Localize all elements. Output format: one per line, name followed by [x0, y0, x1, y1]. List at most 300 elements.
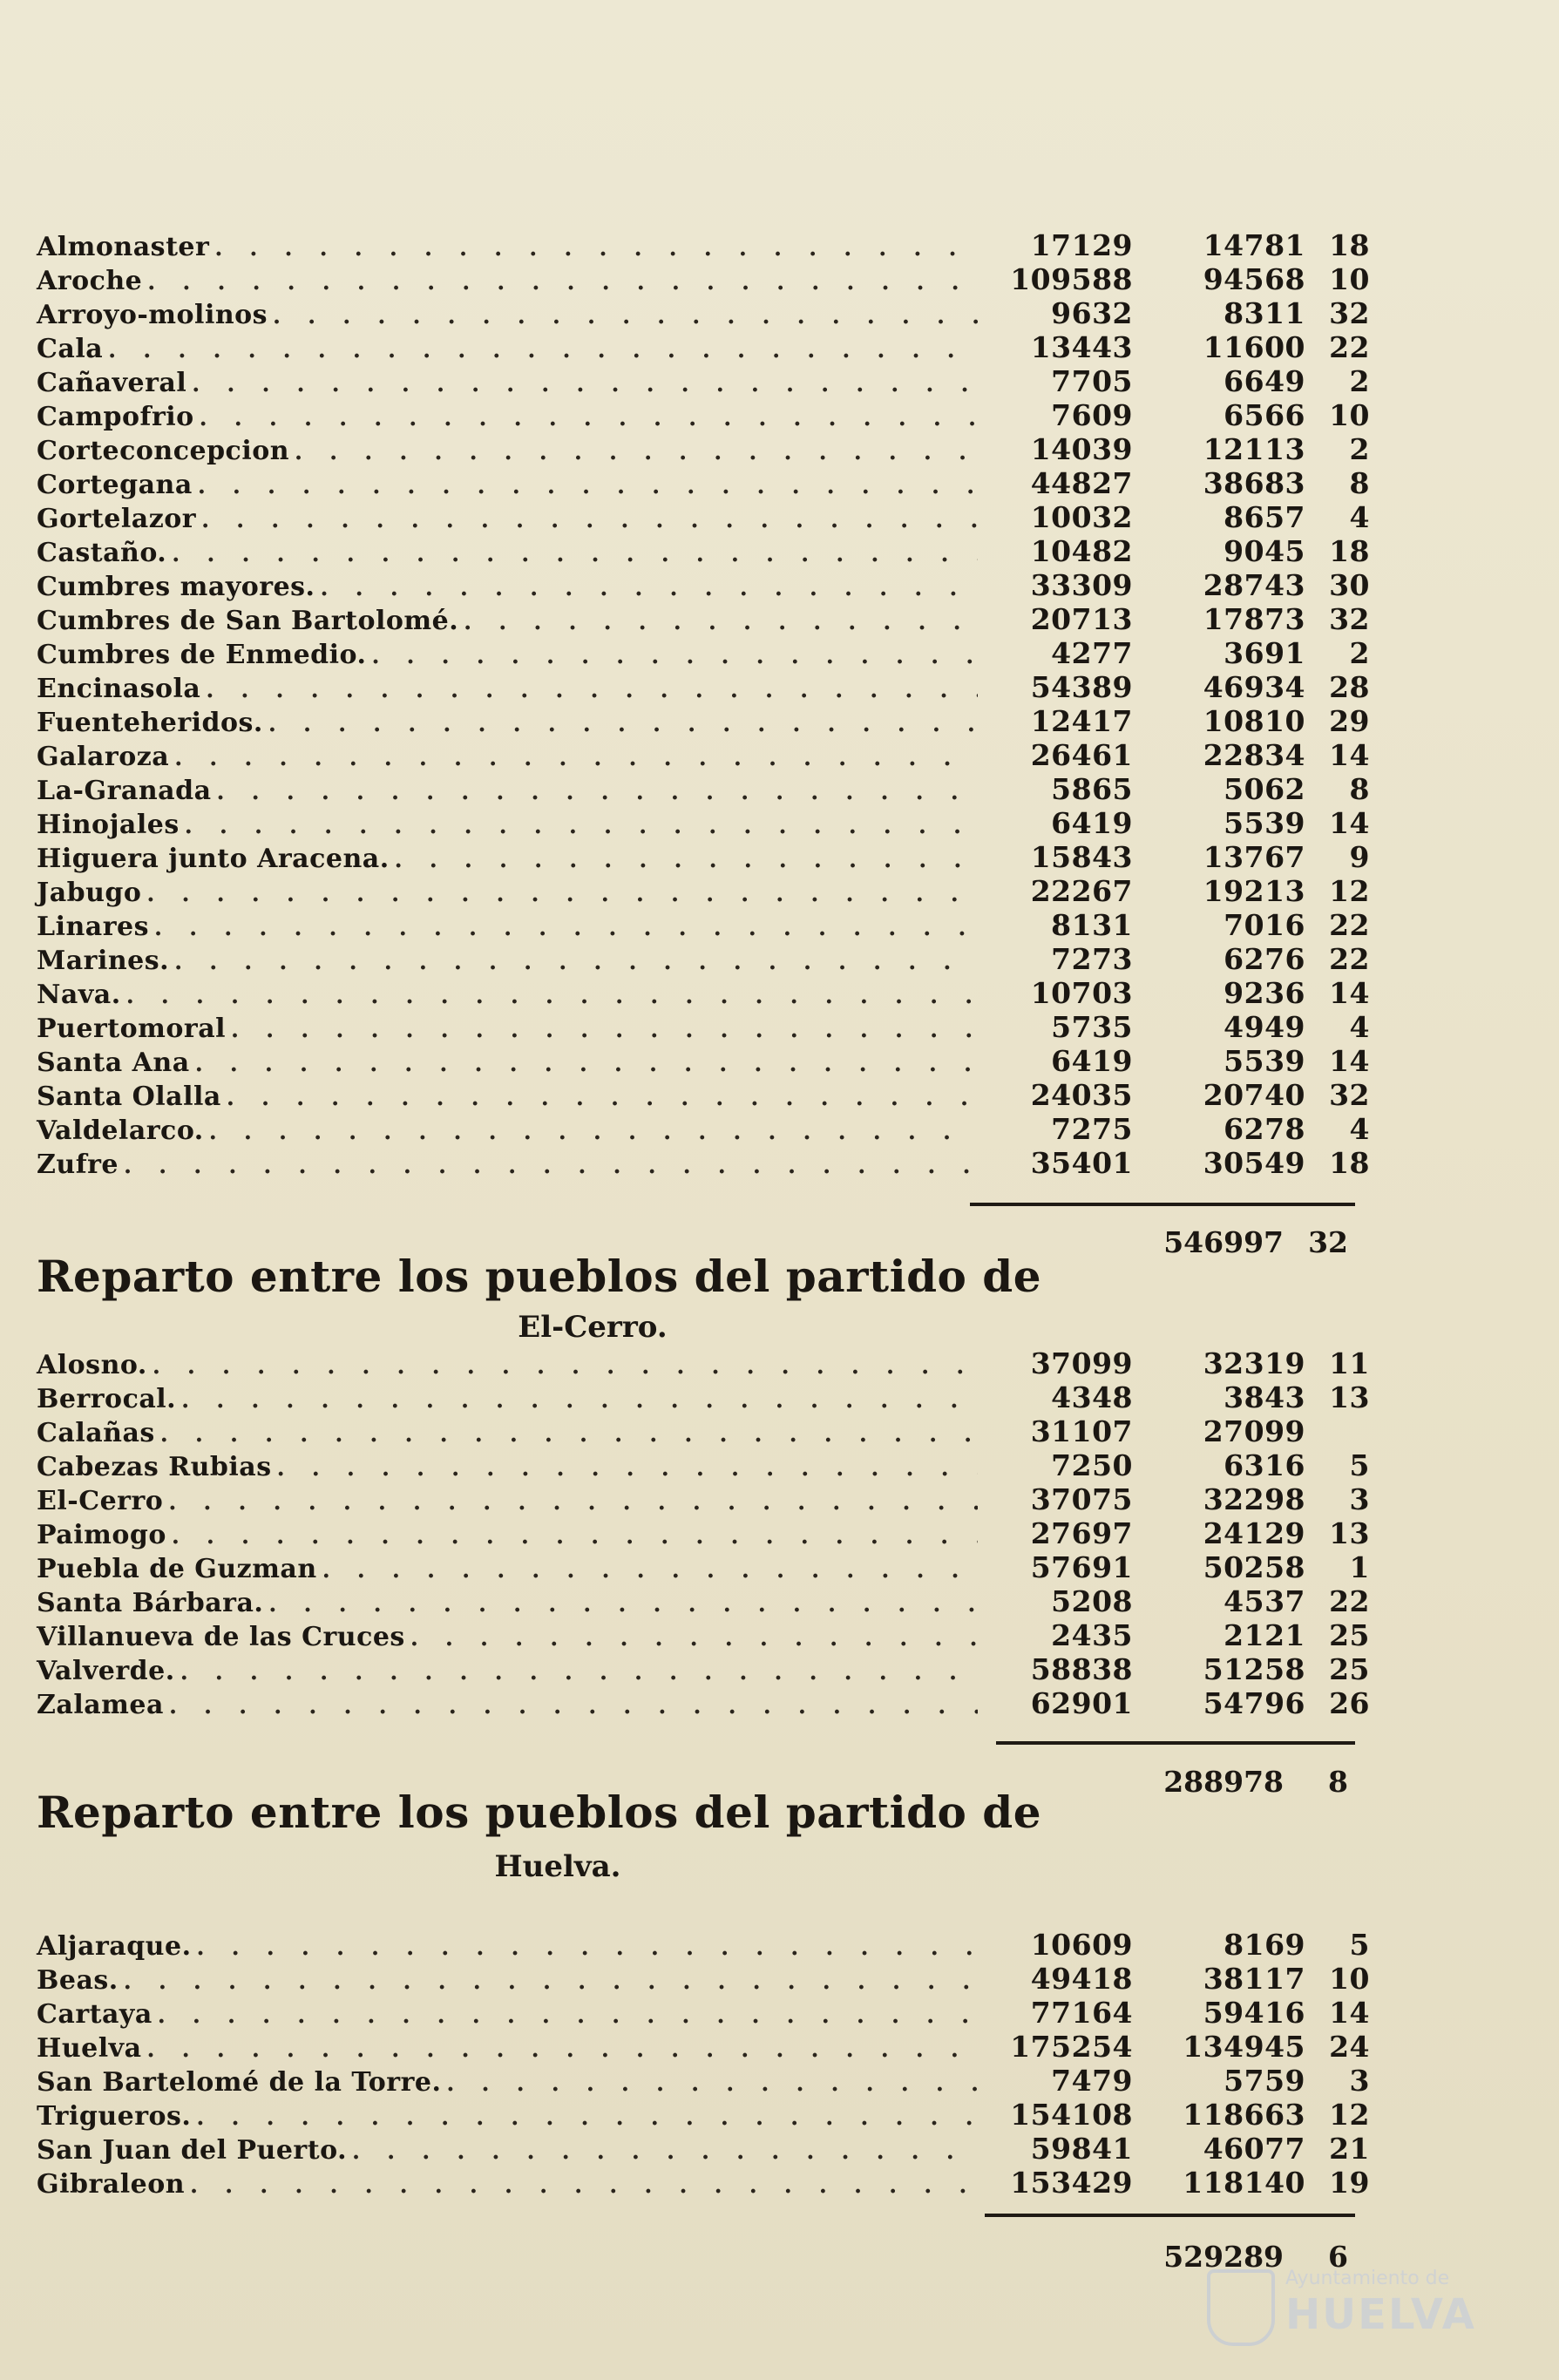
leader-dots	[172, 541, 978, 567]
leader-dots	[174, 745, 978, 771]
town-name: Galaroza	[37, 742, 170, 772]
amount-second: 3691	[1223, 636, 1305, 670]
section-heading: Reparto entre los pueblos del partido de	[37, 1251, 1042, 1302]
leader-dots	[192, 371, 978, 397]
table-row	[37, 738, 1370, 772]
amount-second: 46934	[1203, 670, 1305, 704]
amount-first: 4348	[1051, 1380, 1133, 1414]
leader-dots	[185, 813, 978, 839]
table-row	[37, 1962, 1370, 1996]
table-row	[37, 364, 1370, 398]
total-rule	[996, 1741, 1355, 1745]
amount-second: 6566	[1223, 398, 1305, 432]
amount-units: 28	[1329, 670, 1370, 704]
amount-first: 27697	[1030, 1516, 1133, 1550]
amount-first: 7609	[1051, 398, 1133, 432]
total-units: 32	[1308, 1225, 1348, 1259]
total-rule	[970, 1203, 1355, 1206]
table-section-huelva	[37, 1928, 1370, 2200]
leader-dots	[320, 575, 978, 601]
amount-units: 11	[1329, 1346, 1370, 1380]
amount-second: 24129	[1203, 1516, 1305, 1550]
amount-first: 153429	[1010, 2166, 1133, 2200]
amount-units: 4	[1349, 500, 1370, 534]
amount-second: 5759	[1223, 2064, 1305, 2098]
amount-first: 7479	[1051, 2064, 1133, 2098]
town-name: Higuera junto Aracena.	[37, 844, 390, 874]
leader-dots	[147, 269, 978, 295]
amount-second: 12113	[1203, 432, 1305, 466]
table-row	[37, 1482, 1370, 1516]
leader-dots	[201, 507, 978, 533]
amount-second: 3843	[1223, 1380, 1305, 1414]
leader-dots	[200, 405, 978, 431]
table-row	[37, 2064, 1370, 2098]
amount-second: 46077	[1203, 2132, 1305, 2166]
town-name: Puebla de Guzman	[37, 1554, 317, 1584]
town-name: Cumbres de Enmedio.	[37, 640, 367, 670]
table-row	[37, 704, 1370, 738]
town-name: Jabugo	[37, 878, 142, 908]
table-row	[37, 1414, 1370, 1448]
amount-first: 10032	[1030, 500, 1133, 534]
amount-second: 38683	[1203, 466, 1305, 500]
amount-first: 77164	[1030, 1996, 1133, 2030]
table-row	[37, 1380, 1370, 1414]
town-name: Arroyo-molinos	[37, 300, 268, 330]
table-row	[37, 1044, 1370, 1078]
amount-units: 3	[1349, 2064, 1370, 2098]
town-name: La-Granada	[37, 776, 212, 806]
town-name: Gibraleon	[37, 2169, 186, 2200]
table-row	[37, 398, 1370, 432]
amount-units: 18	[1329, 1146, 1370, 1180]
leader-dots	[160, 1421, 978, 1448]
amount-units: 14	[1329, 806, 1370, 840]
town-name: Cabezas Rubias	[37, 1452, 272, 1482]
amount-first: 5208	[1051, 1584, 1133, 1618]
amount-second: 6316	[1223, 1448, 1305, 1482]
amount-first: 10609	[1030, 1928, 1133, 1962]
table-row	[37, 602, 1370, 636]
town-name: Valverde.	[37, 1656, 175, 1686]
amount-units: 12	[1329, 874, 1370, 908]
table-row	[37, 1448, 1370, 1482]
leader-dots	[195, 1051, 978, 1077]
amount-units: 24	[1329, 2030, 1370, 2064]
total-value: 546997	[1163, 1225, 1284, 1259]
watermark-top: Ayuntamiento de	[1285, 2268, 1450, 2289]
amount-second: 5062	[1223, 772, 1305, 806]
table-row	[37, 1078, 1370, 1112]
leader-dots	[322, 1557, 978, 1583]
town-name: Cortegana	[37, 470, 193, 500]
amount-second: 8311	[1223, 296, 1305, 330]
town-name: Cala	[37, 334, 104, 364]
amount-second: 134945	[1183, 2030, 1305, 2064]
amount-first: 17129	[1030, 228, 1133, 262]
amount-units: 4	[1349, 1010, 1370, 1044]
amount-units: 32	[1329, 296, 1370, 330]
amount-second: 27099	[1203, 1414, 1305, 1448]
table-row	[37, 432, 1370, 466]
table-row	[37, 670, 1370, 704]
amount-units: 13	[1329, 1516, 1370, 1550]
table-row	[37, 2132, 1370, 2166]
leader-dots	[214, 235, 978, 261]
amount-first: 22267	[1030, 874, 1133, 908]
leader-dots	[126, 983, 978, 1009]
amount-second: 5539	[1223, 806, 1305, 840]
leader-dots	[231, 1017, 978, 1043]
leader-dots	[395, 847, 978, 873]
amount-first: 9632	[1051, 296, 1133, 330]
amount-second: 9236	[1223, 976, 1305, 1010]
town-name: Aroche	[37, 266, 143, 296]
leader-dots	[172, 1523, 978, 1549]
amount-second: 8169	[1223, 1928, 1305, 1962]
town-name: Campofrio	[37, 402, 194, 432]
table-row	[37, 534, 1370, 568]
town-name: Gortelazor	[37, 504, 197, 534]
leader-dots	[446, 2071, 978, 2097]
town-name: Calañas	[37, 1418, 155, 1448]
amount-second: 32298	[1203, 1482, 1305, 1516]
amount-first: 57691	[1030, 1550, 1133, 1584]
amount-units: 21	[1329, 2132, 1370, 2166]
town-name: Huelva	[37, 2033, 142, 2064]
table-row	[37, 1010, 1370, 1044]
amount-units: 26	[1329, 1686, 1370, 1720]
amount-second: 9045	[1223, 534, 1305, 568]
amount-units: 18	[1329, 228, 1370, 262]
amount-second: 4537	[1223, 1584, 1305, 1618]
amount-first: 33309	[1030, 568, 1133, 602]
amount-second: 2121	[1223, 1618, 1305, 1652]
leader-dots	[197, 1935, 978, 1961]
amount-second: 13767	[1203, 840, 1305, 874]
town-name: Aljaraque.	[37, 1931, 192, 1962]
town-name: Santa Ana	[37, 1048, 190, 1078]
town-name: Valdelarco.	[37, 1115, 204, 1146]
town-name: Marines.	[37, 946, 170, 976]
town-name: Encinasola	[37, 674, 201, 704]
amount-second: 14781	[1203, 228, 1305, 262]
leader-dots	[206, 677, 978, 703]
amount-first: 5735	[1051, 1010, 1133, 1044]
amount-second: 6278	[1223, 1112, 1305, 1146]
amount-units: 9	[1349, 840, 1370, 874]
table-row	[37, 466, 1370, 500]
total-row-section2	[1111, 1765, 1348, 1799]
amount-first: 49418	[1030, 1962, 1133, 1996]
table-row	[37, 330, 1370, 364]
amount-units: 14	[1329, 1996, 1370, 2030]
leader-dots	[196, 2105, 978, 2131]
amount-second: 20740	[1203, 1078, 1305, 1112]
amount-second: 11600	[1203, 330, 1305, 364]
amount-units: 30	[1329, 568, 1370, 602]
town-name: Zufre	[37, 1149, 119, 1180]
amount-first: 14039	[1030, 432, 1133, 466]
town-name: San Bartelomé de la Torre.	[37, 2067, 442, 2098]
amount-second: 54796	[1203, 1686, 1305, 1720]
town-name: Linares	[37, 912, 150, 942]
table-row	[37, 262, 1370, 296]
amount-first: 8131	[1051, 908, 1133, 942]
total-row-section1	[1111, 1225, 1348, 1259]
leader-dots	[273, 303, 978, 329]
amount-units: 12	[1329, 2098, 1370, 2132]
amount-units: 10	[1329, 1962, 1370, 1996]
amount-units: 4	[1349, 1112, 1370, 1146]
amount-second: 22834	[1203, 738, 1305, 772]
town-name: Santa Bárbara.	[37, 1588, 264, 1618]
amount-units: 22	[1329, 1584, 1370, 1618]
amount-units: 14	[1329, 738, 1370, 772]
amount-first: 26461	[1030, 738, 1133, 772]
town-name: Cañaveral	[37, 368, 187, 398]
leader-dots	[181, 1387, 978, 1414]
table-row	[37, 1550, 1370, 1584]
amount-first: 175254	[1010, 2030, 1133, 2064]
total-units: 6	[1328, 2240, 1348, 2274]
amount-units: 19	[1329, 2166, 1370, 2200]
amount-units: 14	[1329, 1044, 1370, 1078]
table-row	[37, 874, 1370, 908]
amount-units: 32	[1329, 1078, 1370, 1112]
leader-dots	[180, 1659, 978, 1685]
amount-units: 22	[1329, 330, 1370, 364]
archive-watermark	[1207, 2266, 1503, 2344]
leader-dots	[168, 1489, 978, 1515]
amount-second: 38117	[1203, 1962, 1305, 1996]
amount-first: 7705	[1051, 364, 1133, 398]
amount-units: 29	[1329, 704, 1370, 738]
table-row	[37, 840, 1370, 874]
amount-first: 10703	[1030, 976, 1133, 1010]
amount-first: 54389	[1030, 670, 1133, 704]
town-name: Beas.	[37, 1965, 119, 1996]
section-subheading: Huelva.	[494, 1849, 621, 1884]
town-name: San Juan del Puerto.	[37, 2135, 348, 2166]
total-value: 529289	[1163, 2240, 1284, 2274]
leader-dots	[154, 915, 978, 941]
town-name: Zalamea	[37, 1690, 164, 1720]
leader-dots	[464, 609, 978, 635]
table-row	[37, 1584, 1370, 1618]
amount-second: 5539	[1223, 1044, 1305, 1078]
amount-first: 2435	[1051, 1618, 1133, 1652]
amount-second: 51258	[1203, 1652, 1305, 1686]
town-name: Almonaster	[37, 232, 210, 262]
amount-second: 4949	[1223, 1010, 1305, 1044]
table-row	[37, 500, 1370, 534]
leader-dots	[209, 1119, 978, 1145]
table-row	[37, 1112, 1370, 1146]
town-name: Villanueva de las Cruces	[37, 1622, 405, 1652]
leader-dots	[158, 2003, 978, 2029]
table-row	[37, 2098, 1370, 2132]
town-name: Fuenteheridos.	[37, 708, 263, 738]
table-row	[37, 2030, 1370, 2064]
table-row	[37, 2166, 1370, 2200]
amount-first: 10482	[1030, 534, 1133, 568]
town-name: Cumbres de San Bartolomé.	[37, 606, 459, 636]
leader-dots	[153, 1353, 978, 1380]
amount-units: 25	[1329, 1618, 1370, 1652]
leader-dots	[190, 2173, 978, 2199]
leader-dots	[198, 473, 978, 499]
table-row	[37, 976, 1370, 1010]
amount-second: 19213	[1203, 874, 1305, 908]
amount-second: 6649	[1223, 364, 1305, 398]
table-row	[37, 1516, 1370, 1550]
table-row	[37, 1346, 1370, 1380]
amount-first: 109588	[1010, 262, 1133, 296]
watermark-main: HUELVA	[1285, 2290, 1476, 2339]
leader-dots	[108, 337, 978, 363]
amount-units: 1	[1349, 1550, 1370, 1584]
table-section-aracena	[37, 228, 1370, 1180]
amount-units: 8	[1349, 772, 1370, 806]
town-name: El-Cerro	[37, 1486, 164, 1516]
amount-units: 10	[1329, 262, 1370, 296]
leader-dots	[352, 2139, 978, 2165]
leader-dots	[147, 2037, 978, 2063]
leader-dots	[217, 779, 978, 805]
town-name: Paimogo	[37, 1520, 166, 1550]
town-name: Corteconcepcion	[37, 436, 290, 466]
table-row	[37, 636, 1370, 670]
amount-units: 2	[1349, 432, 1370, 466]
amount-first: 12417	[1030, 704, 1133, 738]
amount-second: 118663	[1183, 2098, 1305, 2132]
section-subheading: El-Cerro.	[518, 1310, 668, 1345]
table-row	[37, 1928, 1370, 1962]
amount-first: 7250	[1051, 1448, 1133, 1482]
town-name: Puertomoral	[37, 1014, 227, 1044]
amount-first: 35401	[1030, 1146, 1133, 1180]
leader-dots	[146, 881, 978, 907]
amount-second: 17873	[1203, 602, 1305, 636]
amount-units: 2	[1349, 636, 1370, 670]
amount-units: 25	[1329, 1652, 1370, 1686]
amount-first: 7275	[1051, 1112, 1133, 1146]
total-units: 8	[1328, 1765, 1348, 1799]
leader-dots	[268, 711, 978, 737]
table-row	[37, 806, 1370, 840]
amount-units: 8	[1349, 466, 1370, 500]
table-row	[37, 1686, 1370, 1720]
table-row	[37, 908, 1370, 942]
amount-second: 28743	[1203, 568, 1305, 602]
amount-second: 10810	[1203, 704, 1305, 738]
coat-of-arms-icon	[1207, 2269, 1275, 2346]
leader-dots	[268, 1591, 978, 1617]
table-row	[37, 228, 1370, 262]
amount-second: 30549	[1203, 1146, 1305, 1180]
leader-dots	[227, 1085, 978, 1111]
amount-first: 6419	[1051, 806, 1133, 840]
amount-units: 14	[1329, 976, 1370, 1010]
leader-dots	[174, 949, 978, 975]
table-section-el-cerro	[37, 1346, 1370, 1720]
section-heading: Reparto entre los pueblos del partido de	[37, 1787, 1042, 1838]
amount-units: 10	[1329, 398, 1370, 432]
town-name: Santa Olalla	[37, 1082, 221, 1112]
table-row	[37, 1618, 1370, 1652]
amount-first: 31107	[1030, 1414, 1133, 1448]
amount-first: 62901	[1030, 1686, 1133, 1720]
amount-units: 3	[1349, 1482, 1370, 1516]
leader-dots	[124, 1153, 978, 1179]
table-row	[37, 568, 1370, 602]
amount-first: 58838	[1030, 1652, 1133, 1686]
table-row	[37, 1652, 1370, 1686]
amount-second: 59416	[1203, 1996, 1305, 2030]
amount-first: 154108	[1010, 2098, 1133, 2132]
amount-second: 50258	[1203, 1550, 1305, 1584]
table-row	[37, 942, 1370, 976]
amount-units: 13	[1329, 1380, 1370, 1414]
leader-dots	[295, 439, 978, 465]
town-name: Nava.	[37, 980, 121, 1010]
amount-first: 20713	[1030, 602, 1133, 636]
amount-first: 4277	[1051, 636, 1133, 670]
town-name: Cumbres mayores.	[37, 572, 315, 602]
amount-first: 7273	[1051, 942, 1133, 976]
town-name: Castaño.	[37, 538, 167, 568]
town-name: Alosno.	[37, 1350, 147, 1380]
table-row	[37, 1996, 1370, 2030]
table-row	[37, 296, 1370, 330]
amount-second: 32319	[1203, 1346, 1305, 1380]
amount-second: 94568	[1203, 262, 1305, 296]
leader-dots	[371, 643, 978, 669]
amount-units: 18	[1329, 534, 1370, 568]
leader-dots	[124, 1969, 978, 1995]
town-name: Cartaya	[37, 1999, 153, 2030]
town-name: Trigueros.	[37, 2101, 192, 2132]
amount-units: 2	[1349, 364, 1370, 398]
town-name: Hinojales	[37, 810, 180, 840]
amount-first: 15843	[1030, 840, 1133, 874]
amount-units: 22	[1329, 942, 1370, 976]
amount-second: 7016	[1223, 908, 1305, 942]
amount-first: 13443	[1030, 330, 1133, 364]
amount-second: 8657	[1223, 500, 1305, 534]
table-row	[37, 772, 1370, 806]
amount-first: 6419	[1051, 1044, 1133, 1078]
amount-first: 37075	[1030, 1482, 1133, 1516]
town-name: Berrocal.	[37, 1384, 177, 1414]
amount-first: 24035	[1030, 1078, 1133, 1112]
leader-dots	[277, 1455, 978, 1482]
leader-dots	[169, 1693, 978, 1719]
amount-first: 44827	[1030, 466, 1133, 500]
amount-second: 118140	[1183, 2166, 1305, 2200]
table-row	[37, 1146, 1370, 1180]
amount-units: 5	[1349, 1928, 1370, 1962]
total-rule	[985, 2214, 1355, 2217]
total-value: 288978	[1163, 1765, 1284, 1799]
amount-units: 22	[1329, 908, 1370, 942]
amount-units: 5	[1349, 1448, 1370, 1482]
amount-units: 32	[1329, 602, 1370, 636]
amount-second: 6276	[1223, 942, 1305, 976]
leader-dots	[410, 1625, 978, 1651]
